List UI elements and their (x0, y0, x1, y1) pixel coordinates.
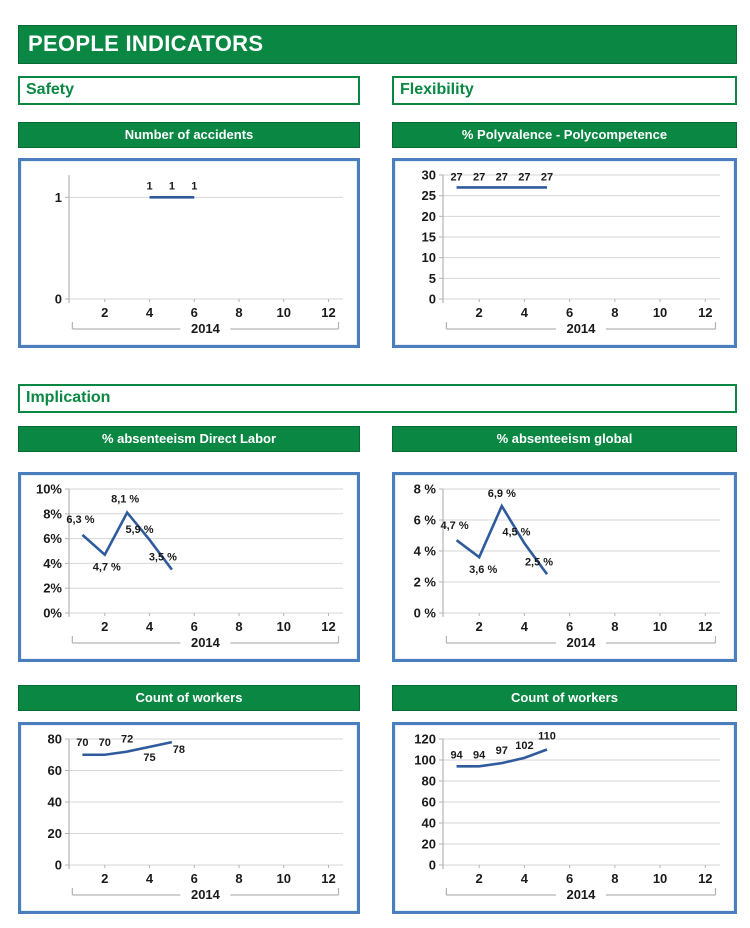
svg-text:8: 8 (235, 619, 243, 634)
svg-text:1: 1 (146, 180, 153, 193)
chart-title-accidents: Number of accidents (18, 122, 360, 148)
svg-text:8: 8 (611, 305, 619, 320)
svg-text:60: 60 (47, 763, 62, 778)
section-heading-label: Implication (26, 389, 111, 406)
svg-text:10: 10 (652, 305, 668, 320)
svg-text:102: 102 (515, 739, 534, 752)
svg-text:4: 4 (145, 305, 154, 320)
absenteeism-global-line-chart (395, 475, 734, 659)
absenteeism-direct-labor-line-chart (21, 475, 357, 659)
svg-text:8: 8 (235, 871, 243, 886)
svg-text:3,5 %: 3,5 % (148, 551, 177, 564)
svg-text:120: 120 (414, 731, 436, 747)
svg-text:1: 1 (168, 180, 175, 193)
svg-text:4: 4 (145, 871, 154, 886)
svg-text:10: 10 (421, 250, 436, 266)
svg-text:6: 6 (566, 619, 574, 634)
page-title: PEOPLE INDICATORS (28, 31, 264, 56)
svg-text:12: 12 (321, 871, 336, 886)
svg-text:6,9 %: 6,9 % (487, 488, 516, 501)
svg-text:0: 0 (428, 291, 436, 307)
svg-text:27: 27 (450, 171, 463, 184)
svg-text:2014: 2014 (190, 887, 220, 902)
section-heading-label: Safety (26, 81, 75, 98)
chart-frame-absenteeism-global (392, 472, 737, 662)
svg-text:10: 10 (276, 871, 291, 886)
svg-text:27: 27 (540, 171, 554, 184)
svg-text:27: 27 (518, 171, 531, 184)
svg-text:27: 27 (473, 171, 486, 184)
svg-text:78: 78 (172, 744, 186, 757)
svg-text:2%: 2% (43, 580, 62, 596)
svg-text:100: 100 (414, 752, 436, 768)
polyvalence-line-chart (395, 161, 734, 345)
svg-text:27: 27 (495, 171, 508, 184)
chart-frame-polyvalence (392, 158, 737, 348)
svg-text:6%: 6% (43, 531, 62, 547)
svg-text:2,5 %: 2,5 % (524, 556, 554, 569)
svg-text:2014: 2014 (566, 635, 596, 650)
svg-text:2014: 2014 (566, 321, 596, 336)
svg-text:1: 1 (54, 189, 62, 205)
chart-title-absenteeism-global: % absenteeism global (392, 426, 737, 452)
svg-text:4%: 4% (43, 555, 62, 571)
svg-text:97: 97 (495, 745, 508, 758)
chart-title-absenteeism-direct-labor: % absenteeism Direct Labor (18, 426, 360, 452)
svg-text:6,3 %: 6,3 % (66, 513, 95, 526)
svg-text:3,6 %: 3,6 % (469, 564, 498, 577)
svg-text:4: 4 (520, 871, 529, 886)
svg-text:6: 6 (566, 871, 574, 886)
accidents-line-chart (21, 161, 357, 345)
svg-text:12: 12 (698, 305, 713, 320)
chart-frame-accidents (18, 158, 360, 348)
svg-text:6: 6 (190, 305, 198, 320)
svg-text:8: 8 (611, 871, 619, 886)
chart-title-workers-direct: Count of workers (18, 685, 360, 711)
svg-text:6: 6 (190, 619, 198, 634)
svg-text:4: 4 (520, 305, 529, 320)
svg-text:70: 70 (98, 736, 111, 749)
svg-text:10: 10 (276, 619, 291, 634)
svg-text:2 %: 2 % (413, 574, 436, 590)
chart-frame-absenteeism-direct-labor (18, 472, 360, 662)
svg-text:2014: 2014 (190, 635, 220, 650)
svg-text:4,7 %: 4,7 % (440, 520, 469, 533)
svg-text:110: 110 (538, 730, 556, 743)
svg-text:40: 40 (47, 794, 62, 810)
svg-text:2: 2 (475, 871, 483, 886)
svg-text:20: 20 (421, 208, 436, 224)
chart-frame-workers-global (392, 722, 737, 914)
svg-text:20: 20 (421, 836, 436, 852)
svg-text:5,9 %: 5,9 % (125, 523, 154, 536)
svg-text:80: 80 (421, 773, 436, 789)
svg-text:12: 12 (698, 619, 713, 634)
svg-text:12: 12 (698, 871, 713, 886)
section-heading-safety (18, 76, 360, 105)
svg-text:15: 15 (421, 229, 436, 245)
svg-text:2014: 2014 (566, 887, 596, 902)
chart-title-workers-global: Count of workers (392, 685, 737, 711)
svg-text:0: 0 (428, 857, 436, 873)
svg-text:60: 60 (421, 794, 436, 810)
svg-text:2: 2 (101, 871, 109, 886)
svg-text:0: 0 (54, 857, 62, 873)
svg-text:8,1 %: 8,1 % (111, 493, 140, 506)
svg-text:6 %: 6 % (413, 512, 436, 528)
svg-text:72: 72 (121, 733, 134, 746)
chart-frame-workers-direct (18, 722, 360, 914)
svg-text:8%: 8% (43, 506, 62, 522)
svg-text:0%: 0% (43, 605, 62, 621)
svg-text:2: 2 (475, 619, 483, 634)
svg-text:8: 8 (611, 619, 619, 634)
svg-text:2: 2 (101, 305, 109, 320)
section-heading-flexibility (392, 76, 737, 105)
svg-text:0: 0 (54, 291, 62, 307)
svg-text:4,5 %: 4,5 % (502, 526, 531, 539)
svg-text:1: 1 (191, 180, 198, 193)
svg-text:30: 30 (421, 167, 436, 183)
svg-text:94: 94 (450, 749, 463, 762)
svg-text:70: 70 (76, 736, 89, 749)
chart-title-polyvalence: % Polyvalence - Polycompetence (392, 122, 737, 148)
svg-text:80: 80 (47, 731, 62, 747)
svg-text:10: 10 (652, 871, 668, 886)
svg-text:6: 6 (190, 871, 198, 886)
page-title-bar (18, 25, 737, 64)
svg-text:8 %: 8 % (413, 481, 436, 497)
svg-text:2: 2 (101, 619, 109, 634)
svg-text:2: 2 (475, 305, 483, 320)
svg-text:0 %: 0 % (413, 605, 436, 621)
svg-text:75: 75 (143, 751, 156, 764)
svg-text:6: 6 (566, 305, 574, 320)
svg-text:12: 12 (321, 619, 336, 634)
svg-text:10: 10 (652, 619, 668, 634)
svg-text:4,7 %: 4,7 % (92, 561, 121, 574)
svg-text:25: 25 (421, 188, 436, 204)
svg-text:2014: 2014 (190, 321, 220, 336)
svg-text:5: 5 (428, 270, 436, 286)
svg-text:4 %: 4 % (413, 543, 436, 559)
svg-text:12: 12 (321, 305, 336, 320)
workers-global-line-chart (395, 725, 734, 911)
workers-direct-line-chart (21, 725, 357, 911)
svg-text:94: 94 (473, 749, 486, 762)
svg-text:20: 20 (47, 826, 62, 841)
section-heading-implication (18, 384, 737, 413)
section-heading-label: Flexibility (400, 81, 474, 98)
svg-text:10%: 10% (35, 481, 62, 497)
svg-text:8: 8 (235, 305, 243, 320)
svg-text:4: 4 (520, 619, 529, 634)
svg-text:4: 4 (145, 619, 154, 634)
svg-text:40: 40 (421, 815, 436, 831)
svg-text:10: 10 (276, 305, 291, 320)
